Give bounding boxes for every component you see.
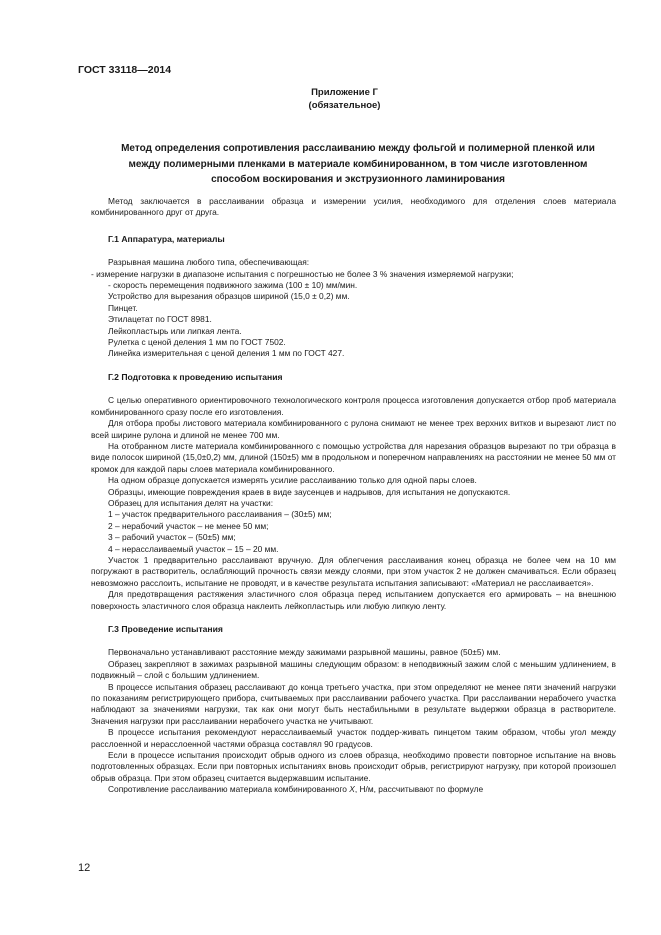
- paragraph: Участок 1 предварительно расслаивают вручную. Для облегчения расслаивания конец образца не более чем на 10 мм погружают в растворитель, ослабляющий прочность связи между слоями, при этом участок 2 не должен смачиваться. Если образец невозможно расслоить, испытание не проводят, и в качестве результата испытания записывают: «Материал не расслаивается».: [91, 554, 616, 588]
- paragraph: В процессе испытания рекомендуют нерасслаиваемый участок поддер-живать пинцетом таким образом, чтобы угол между расслоенной и нерасслоенной частями образца составлял 90 градусов.: [91, 727, 616, 749]
- paragraph: Для отбора пробы листового материала комбинированного с рулона снимают не менее трех верхних витков и вырезают лист по всей ширине рулона и длиной не менее 700 мм.: [91, 418, 616, 440]
- list-item: Устройство для вырезания образцов шириной (15,0 ± 0,2) мм.: [108, 291, 350, 302]
- list-item: Этилацетат по ГОСТ 8981.: [108, 314, 212, 325]
- paragraph: Образец закрепляют в зажимах разрывной машины следующим образом: в неподвижный зажим слой с меньшим удлинением, в подвижный – слой с большим удлинением.: [91, 658, 616, 681]
- list-item: Рулетка с ценой деления 1 мм по ГОСТ 7502.: [108, 337, 286, 348]
- list-item: 2 – нерабочий участок – не менее 50 мм;: [108, 520, 269, 531]
- paragraph: На отобранном листе материала комбинированного с помощью устройства для нарезания образцов вырезают по три образца в виде полосок шириной (15,0±0,2) мм, длиной (150±5) мм в продольном и поперечном направлениях на расстоянии не менее 50 мм от кромок для каждой пары слоев материала комбинированного.: [91, 440, 616, 474]
- document-body: [91, 196, 616, 796]
- method-title: Метод определения сопротивления расслаиванию между фольгой и полимерной пленкой или между полимерными пленками в материале комбинированном, в том числе изготовленном способом воскирования и экструзионного ламинирования: [121, 143, 595, 185]
- list-item: 1 – участок предварительного расслаивания – (30±5) мм;: [108, 509, 332, 520]
- paragraph: Если в процессе испытания происходит обрыв одного из слоев образца, необходимо провести повторное испытание на вновь подготовленных образцах. Если при повторных испытаниях вновь происходит обрыв, регистрируют нагрузку, при которой произошел обрыв образца. При этом образец считается выдержавшим испытание.: [91, 750, 616, 783]
- formula-lead-text: Сопротивление расслаиванию материала комбинированного: [108, 784, 347, 795]
- paragraph: На одном образце допускается измерять усилие расслаиванию только для одной пары слоев.: [108, 475, 477, 486]
- paragraph: С целью оперативного ориентировочного технологического контроля процесса изготовления допускается отбор проб материала комбинированного сразу после его изготовления.: [91, 395, 616, 417]
- list-item: - измерение нагрузки в диапазоне испытания с погрешностью не более 3 % значения измеряемой нагрузки;: [91, 268, 514, 279]
- paragraph: Для предотвращения растяжения эластичного слоя образца перед испытанием допускается его армировать – на внешнюю поверхность эластичного слоя образца наклеить лейкопластырь или любую липкую ленту.: [91, 589, 616, 611]
- paragraph: Образец для испытания делят на участки:: [108, 497, 274, 508]
- standard-header: ГОСТ 33118—2014: [78, 64, 172, 76]
- paragraph: Первоначально устанавливают расстояние между зажимами разрывной машины, равное (50±5) мм.: [108, 647, 501, 658]
- appendix-title: Приложение Г: [311, 87, 378, 98]
- list-item: Лейкопластырь или липкая лента.: [108, 325, 242, 336]
- formula-lead-paragraph: [91, 784, 616, 795]
- list-item: 4 – нерасслаиваемый участок – 15 – 20 мм.: [108, 543, 279, 554]
- intro-paragraph: Метод заключается в расслаивании образца и измерении усилия, необходимого для отделения слоев материала комбинированного друг от друга.: [91, 196, 616, 218]
- list-item: Пинцет.: [108, 302, 138, 313]
- appendix-status: (обязательное): [308, 99, 381, 111]
- section-g2-heading: Г.2 Подготовка к проведению испытания: [108, 371, 283, 382]
- section-g3-heading: Г.3 Проведение испытания: [108, 624, 223, 634]
- paragraph: В процессе испытания образец расслаивают до конца третьего участка, при этом определяют не менее пяти значений нагрузки по показаниям регистрирующего прибора, считываемых при расслаивании рабочего участка. При расслаивании нерабочего участка наблюдают за значениями нагрузки, так как они могут быть нестабильными в результате выдержки образца в растворителе. Значения нагрузки при расслаивании нерабочего участка не учитывают.: [91, 681, 616, 726]
- page-number: 12: [78, 862, 91, 874]
- list-item: Разрывная машина любого типа, обеспечивающая:: [108, 257, 310, 268]
- paragraph: Образцы, имеющие повреждения краев в виде заусенцев и надрывов, для испытания не допускаются.: [108, 486, 511, 497]
- appendix-heading: [0, 87, 661, 112]
- formula-tail-text: , Н/м, рассчитывают по формуле: [354, 784, 484, 795]
- list-item: Линейка измерительная с ценой деления 1 мм по ГОСТ 427.: [108, 348, 345, 359]
- list-item: - скорость перемещения подвижного зажима (100 ± 10) мм/мин.: [108, 280, 358, 291]
- list-item: 3 – рабочий участок – (50±5) мм;: [108, 532, 236, 543]
- formula-symbol: X: [349, 784, 355, 795]
- section-g1-heading: Г.1 Аппаратура, материалы: [108, 233, 225, 244]
